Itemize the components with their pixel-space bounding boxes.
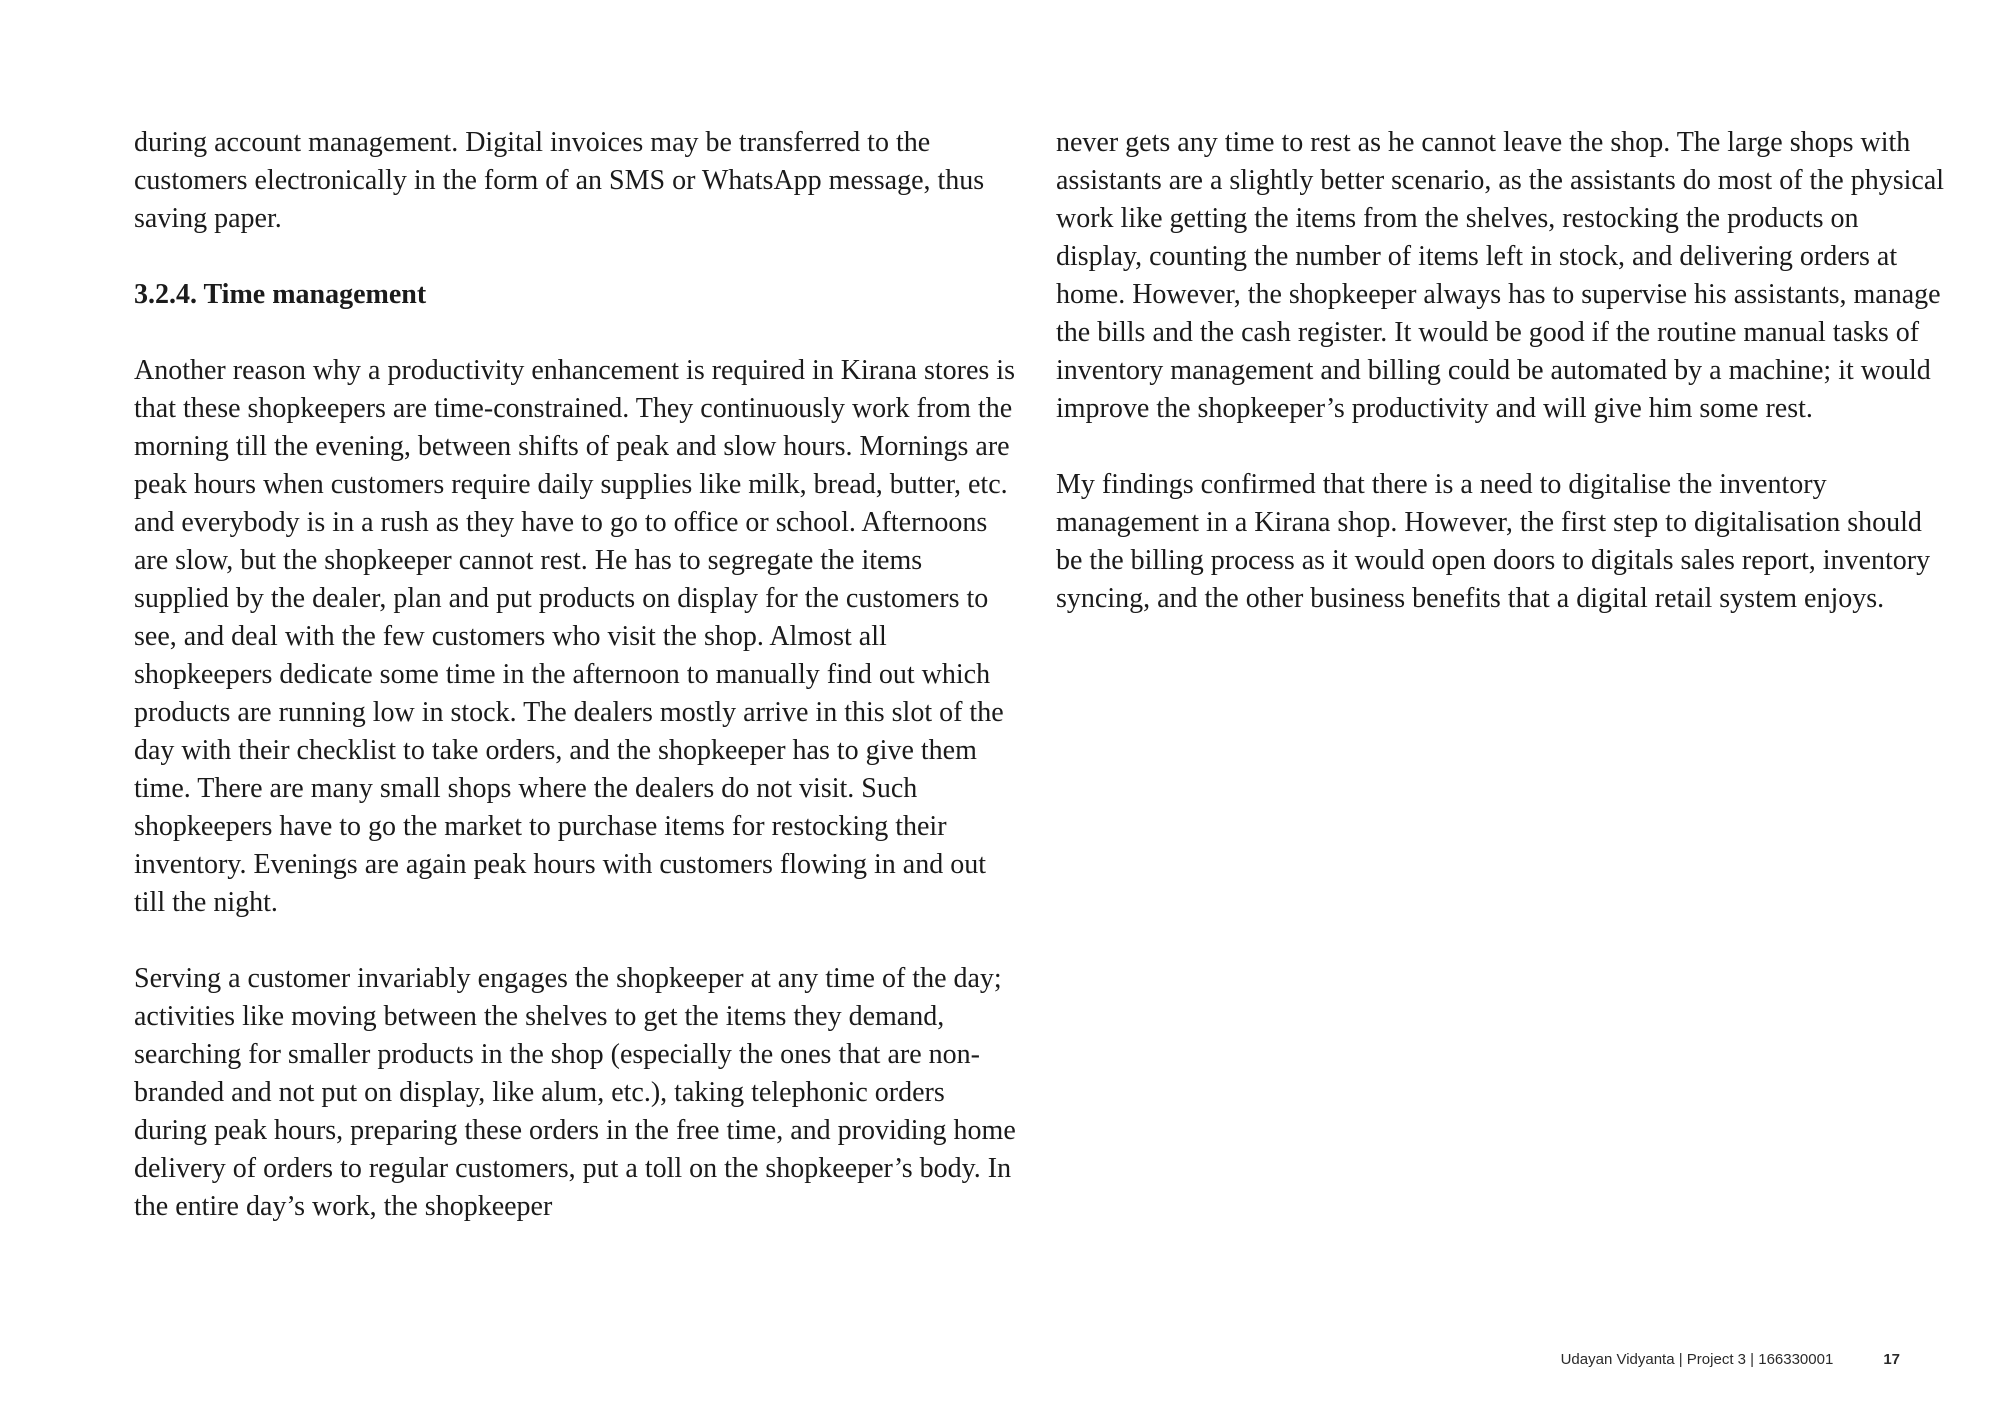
paragraph-shopkeeper-rest: never gets any time to rest as he cannot leave the shop. The large shops with assistants are a slightly better scenario, as the assistants do most of the physical work like getting the items from the shelves, restocking the products on display, counting the number of items left in stock, and delivering orders at home. However, the shopkeeper always has to supervise his assistants, manage the bills and the cash register. It would be good if the routine manual tasks of inventory management and billing could be automated by a machine; it would improve the shopkeeper’s productivity and will give him some rest.: [1056, 127, 1945, 424]
paragraph-intro-continuation: during account management. Digital invoices may be transferred to the customers electronically in the form of an SMS or WhatsApp message, thus saving paper.: [134, 127, 985, 234]
paragraph-time-management: Another reason why a productivity enhancement is required in Kirana stores is that these shopkeepers are time-constrained. They continuously work from the morning till the evening, between shifts of peak and slow hours. Mornings are peak hours when customers require daily supplies like milk, bread, butter, etc. and everybody is in a rush as they have to go to office or school. Afternoons are slow, but the shopkeeper cannot rest. He has to segregate the items supplied by the dealer, plan and put products on display for the customers to see, and deal with the few customers who visit the shop. Almost all shopkeepers dedicate some time in the afternoon to manually find out which products are running low in stock. The dealers mostly arrive in this slot of the day with their checklist to take orders, and the shopkeeper has to give them time. There are many small shops where the dealers do not visit. Such shopkeepers have to go the market to purchase items for restocking their inventory. Evenings are again peak hours with customers flowing in and out till the night.: [134, 355, 1015, 918]
paragraph-serving-customer: Serving a customer invariably engages the shopkeeper at any time of the day; activities like moving between the shelves to get the items they demand, searching for smaller products in the shop (especially the ones that are non-branded and not put on display, like alum, etc.), taking telephonic orders during peak hours, preparing these orders in the free time, and providing home delivery of orders to regular customers, put a toll on the shopkeeper’s body. In the entire day’s work, the shopkeeper: [134, 963, 1016, 1222]
footer-credit: Udayan Vidyanta | Project 3 | 166330001: [1560, 1351, 1834, 1368]
page-footer: [1561, 1351, 1900, 1368]
left-column: [134, 124, 1024, 1264]
page-number: 17: [1883, 1351, 1900, 1368]
section-heading: 3.2.4. Time management: [134, 279, 427, 310]
paragraph-findings: My findings confirmed that there is a need to digitalise the inventory management in a Kirana shop. However, the first step to digitalisation should be the billing process as it would open doors to digitals sales report, inventory syncing, and the other business benefits that a digital retail system enjoys.: [1056, 469, 1931, 614]
right-column: [1056, 124, 1946, 656]
